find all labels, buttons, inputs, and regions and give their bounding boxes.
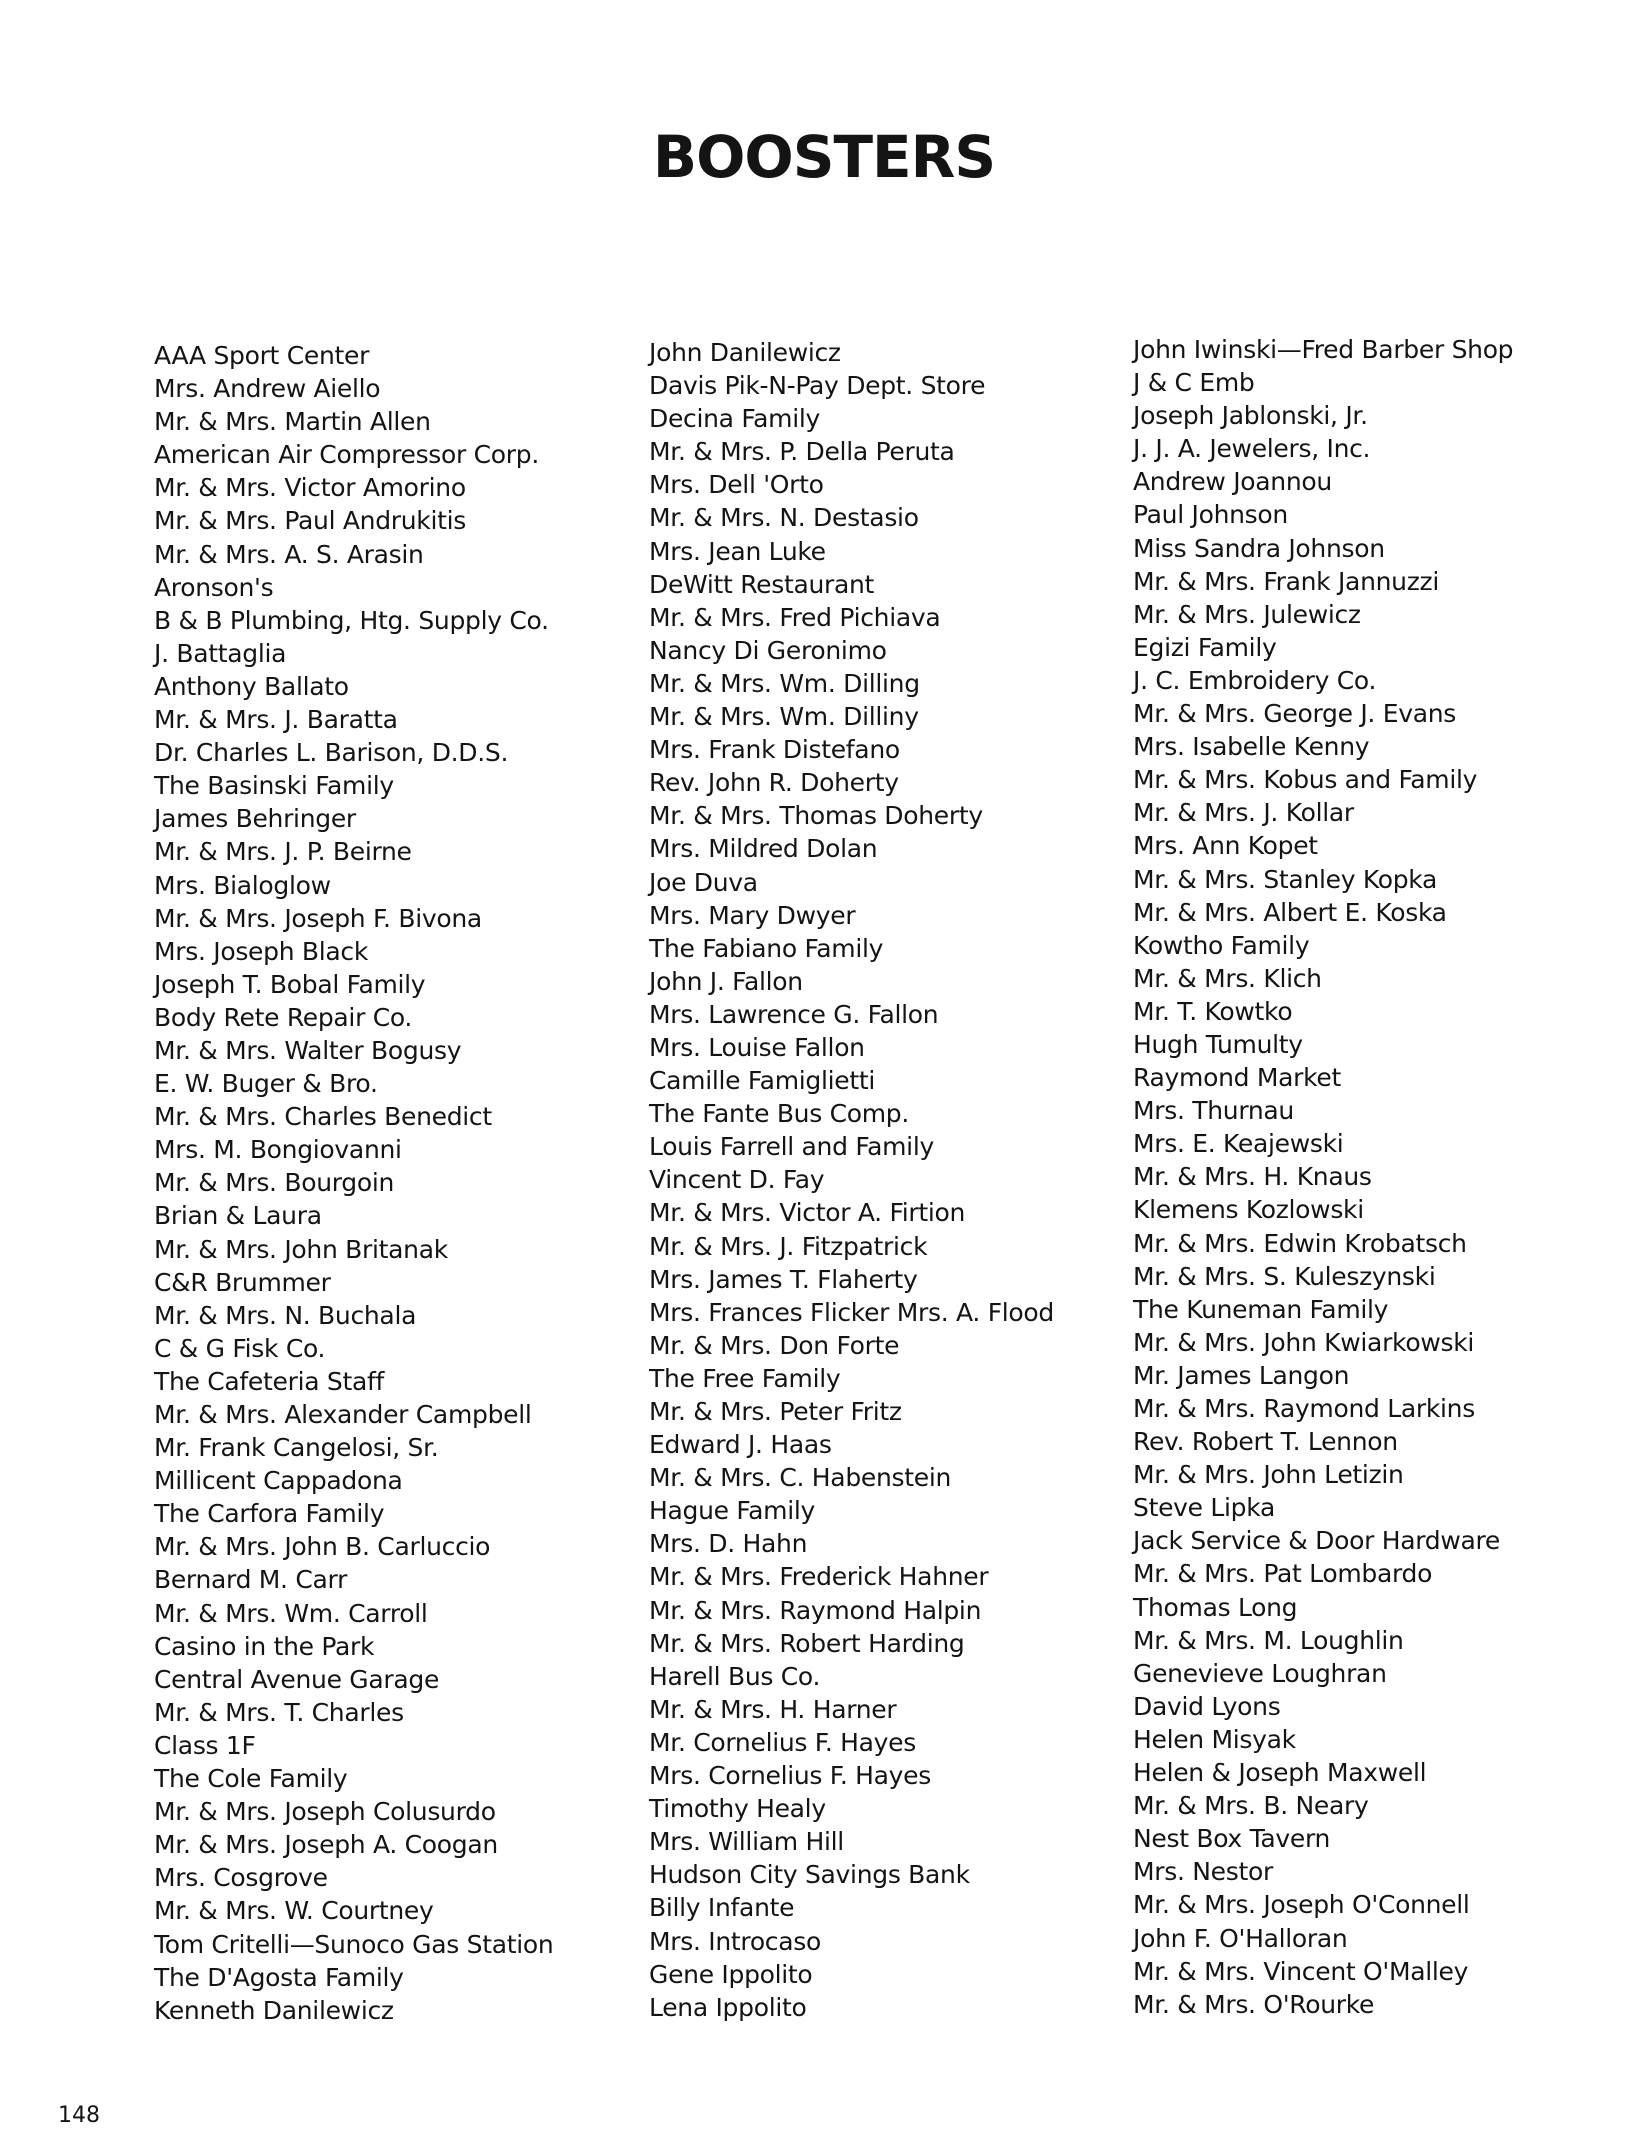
booster-entry: C&R Brummer [154,1267,331,1297]
booster-entry: Mr. & Mrs. John B. Carluccio [154,1532,491,1562]
booster-entry: Mr. & Mrs. Edwin Krobatsch [1133,1228,1467,1258]
booster-entry: Mrs. Bialoglow [154,870,331,900]
booster-entry: Mr. & Mrs. J. Kollar [1133,798,1354,828]
booster-entry: Gene Ippolito [649,1959,813,1989]
booster-entry: Mr. & Mrs. P. Della Peruta [649,437,955,467]
booster-entry: DeWitt Restaurant [649,569,875,599]
booster-entry: Mrs. Cosgrove [154,1863,328,1893]
booster-entry: Vincent D. Fay [649,1165,825,1195]
booster-entry: Mr. & Mrs. O'Rourke [1133,1989,1375,2019]
booster-entry: Mrs. Isabelle Kenny [1133,732,1370,762]
boosters-column-2 [649,336,1054,2024]
booster-entry: Mrs. William Hill [649,1827,844,1857]
booster-entry: Mr. & Mrs. Joseph Colusurdo [154,1797,496,1827]
booster-entry: Mr. Frank Cangelosi, Sr. [154,1433,439,1463]
booster-entry: Raymond Market [1133,1063,1341,1093]
booster-entry: Mr. & Mrs. Don Forte [649,1330,900,1360]
booster-entry: Mr. & Mrs. Robert Harding [649,1628,965,1658]
booster-entry: Mr. & Mrs. Vincent O'Malley [1133,1956,1469,1986]
booster-entry: Hudson City Savings Bank [649,1860,970,1890]
booster-entry: Mrs. Jean Luke [649,536,826,566]
booster-entry: Mr. & Mrs. Joseph F. Bivona [154,903,482,933]
booster-entry: Mrs. D. Hahn [649,1529,808,1559]
booster-entry: Mr. & Mrs. George J. Evans [1133,699,1456,729]
booster-entry: The Basinski Family [154,771,394,801]
booster-entry: Mr. & Mrs. W. Courtney [154,1896,434,1926]
booster-entry: Mr. & Mrs. Fred Pichiava [649,602,941,632]
booster-entry: John Danilewicz [649,338,841,367]
booster-entry: Mrs. Introcaso [649,1926,821,1956]
booster-entry: Camille Famiglietti [649,1066,875,1096]
booster-entry: Anthony Ballato [154,671,349,701]
booster-entry: Mrs. M. Bongiovanni [154,1135,402,1165]
booster-entry: Mrs. Mildred Dolan [649,834,878,864]
booster-entry: Mrs. Cornelius F. Hayes [649,1761,931,1791]
booster-entry: Mr. & Mrs. Peter Fritz [649,1397,902,1426]
booster-entry: Lena Ippolito [649,1992,807,2022]
booster-entry: Mr. & Mrs. N. Buchala [154,1300,417,1330]
booster-entry: Mr. & Mrs. Paul Andrukitis [154,506,467,536]
booster-entry: Mrs. E. Keajewski [1133,1129,1344,1159]
booster-entry: E. W. Buger & Bro. [154,1069,378,1099]
booster-entry: The Carfora Family [154,1499,385,1529]
booster-entry: American Air Compressor Corp. [154,440,539,470]
booster-entry: Louis Farrell and Family [649,1132,934,1162]
booster-entry: Class 1F [154,1730,256,1760]
booster-entry: Mr. & Mrs. M. Loughlin [1133,1625,1404,1655]
booster-entry: Mrs. Thurnau [1133,1096,1294,1126]
booster-entry: Mr. & Mrs. Wm. Carroll [154,1598,428,1628]
booster-entry: Joseph Jablonski, Jr. [1133,401,1368,431]
booster-entry: AAA Sport Center [154,341,370,370]
booster-entry: Hague Family [649,1496,816,1526]
booster-entry: Central Avenue Garage [154,1664,440,1694]
booster-entry: Helen & Joseph Maxwell [1133,1758,1427,1788]
booster-entry: Mr. & Mrs. A. S. Arasin [154,539,424,569]
booster-entry: Joe Duva [649,867,758,897]
booster-entry: Mr. & Mrs. Joseph O'Connell [1133,1890,1470,1920]
booster-entry: Mrs. Lawrence G. Fallon [649,999,939,1029]
booster-entry: Timothy Healy [649,1794,826,1824]
booster-entry: J & C Emb [1133,368,1255,398]
booster-entry: Body Rete Repair Co. [154,1002,413,1032]
booster-entry: Mr. & Mrs. Frederick Hahner [649,1562,989,1592]
booster-entry: Mrs. Nestor [1133,1857,1273,1887]
booster-entry: Davis Pik-N-Pay Dept. Store [649,371,986,401]
booster-entry: The D'Agosta Family [154,1962,404,1992]
booster-entry: Mr. & Mrs. Raymond Halpin [649,1595,982,1625]
booster-entry: Mrs. Joseph Black [154,936,369,966]
booster-entry: Mr. & Mrs. John Britanak [154,1234,448,1264]
booster-entry: Edward J. Haas [649,1430,832,1460]
booster-entry: Hugh Tumulty [1133,1029,1303,1059]
booster-entry: Jack Service & Door Hardware [1133,1526,1501,1556]
booster-entry: Brian & Laura [154,1201,322,1231]
booster-entry: Mr. & Mrs. N. Destasio [649,503,919,533]
page-title: BOOSTERS [652,123,996,191]
booster-entry: Mr. & Mrs. Frank Jannuzzi [1133,566,1440,596]
booster-entry: Mr. & Mrs. Julewicz [1133,599,1361,629]
booster-entry: Mr. James Langon [1133,1360,1350,1390]
booster-entry: Joseph T. Bobal Family [154,969,426,999]
booster-entry: Mr. & Mrs. J. Baratta [154,705,398,735]
booster-entry: Klemens Kozlowski [1133,1195,1364,1225]
booster-entry: Paul Johnson [1133,500,1288,530]
booster-entry: Mrs. Ann Kopet [1133,831,1318,861]
booster-entry: Miss Sandra Johnson [1133,533,1385,563]
booster-entry: Decina Family [649,404,820,434]
booster-entry: B & B Plumbing, Htg. Supply Co. [154,605,549,635]
booster-entry: Kenneth Danilewicz [154,1995,394,2025]
booster-entry: Mr. & Mrs. T. Charles [154,1697,404,1727]
booster-entry: Mr. & Mrs. H. Harner [649,1694,897,1724]
booster-entry: Harell Bus Co. [649,1661,821,1691]
booster-entry: The Kuneman Family [1133,1294,1389,1324]
booster-entry: Millicent Cappadona [154,1466,403,1496]
boosters-column-3 [1133,333,1513,2021]
booster-entry: Tom Critelli—Sunoco Gas Station [154,1929,554,1959]
booster-entry: Rev. Robert T. Lennon [1133,1427,1398,1457]
booster-entry: Mrs. Louise Fallon [649,1032,865,1062]
booster-entry: Mrs. James T. Flaherty [649,1264,918,1294]
booster-entry: The Cole Family [154,1764,348,1794]
page-number: 148 [58,2103,100,2128]
booster-entry: Mr. & Mrs. B. Neary [1133,1791,1369,1821]
booster-entry: John F. O'Halloran [1133,1923,1348,1953]
booster-entry: Mr. Cornelius F. Hayes [649,1727,916,1757]
booster-entry: Dr. Charles L. Barison, D.D.S. [154,738,509,768]
booster-entry: David Lyons [1133,1691,1281,1721]
booster-entry: Nest Box Tavern [1133,1824,1331,1854]
booster-entry: Mr. & Mrs. J. P. Beirne [154,837,412,867]
booster-entry: Mrs. Frances Flicker Mrs. A. Flood [649,1297,1054,1327]
booster-entry: Mr. & Mrs. Victor Amorino [154,473,466,503]
booster-entry: John J. Fallon [649,966,803,996]
booster-entry: Mr. & Mrs. J. Fitzpatrick [649,1231,928,1261]
booster-entry: Mr. & Mrs. S. Kuleszynski [1133,1261,1436,1291]
booster-entry: Rev. John R. Doherty [649,768,899,798]
booster-entry: J. C. Embroidery Co. [1133,665,1377,695]
booster-entry: Steve Lipka [1133,1493,1275,1523]
booster-entry: Nancy Di Geronimo [649,635,887,665]
booster-entry: Mr. & Mrs. Pat Lombardo [1133,1559,1433,1589]
booster-entry: The Fabiano Family [649,933,884,963]
booster-entry: Mr. & Mrs. Albert E. Koska [1133,897,1447,927]
booster-entry: C & G Fisk Co. [154,1333,326,1363]
booster-entry: Mr. & Mrs. Thomas Doherty [649,801,983,831]
booster-entry: Mr. & Mrs. Alexander Campbell [154,1400,532,1429]
booster-entry: J. J. A. Jewelers, Inc. [1133,434,1371,464]
booster-entry: Mr. & Mrs. Victor A. Firtion [649,1198,966,1228]
booster-entry: Bernard M. Carr [154,1565,348,1595]
booster-entry: Mr. & Mrs. Bourgoin [154,1168,395,1198]
booster-entry: John Iwinski—Fred Barber Shop [1133,335,1514,364]
booster-entry: Aronson's [154,572,274,602]
booster-entry: Billy Infante [649,1893,795,1923]
booster-entry: Casino in the Park [154,1631,375,1661]
boosters-column-1 [154,339,553,2027]
booster-entry: Mr. & Mrs. Martin Allen [154,407,431,437]
booster-entry: Thomas Long [1133,1592,1298,1622]
booster-entry: The Free Family [649,1363,841,1393]
booster-entry: Egizi Family [1133,632,1277,662]
booster-entry: Mr. & Mrs. C. Habenstein [649,1463,952,1493]
booster-entry: Andrew Joannou [1133,467,1332,497]
booster-entry: Mrs. Andrew Aiello [154,374,381,404]
booster-entry: Mrs. Mary Dwyer [649,900,856,930]
booster-entry: Mr. & Mrs. Klich [1133,963,1322,993]
booster-entry: Genevieve Loughran [1133,1658,1387,1688]
booster-entry: Mr. & Mrs. John Kwiarkowski [1133,1327,1475,1357]
booster-entry: The Fante Bus Comp. [649,1099,910,1129]
booster-entry: Mr. T. Kowtko [1133,996,1293,1026]
booster-entry: Mr. & Mrs. H. Knaus [1133,1162,1372,1192]
booster-entry: Helen Misyak [1133,1724,1296,1754]
booster-entry: The Cafeteria Staff [154,1366,384,1396]
booster-entry: Mr. & Mrs. Kobus and Family [1133,765,1478,795]
booster-entry: James Behringer [154,804,356,834]
booster-entry: Mr. & Mrs. Stanley Kopka [1133,864,1438,894]
booster-entry: Mr. & Mrs. Wm. Dilling [649,668,920,698]
booster-entry: J. Battaglia [154,638,287,668]
booster-entry: Mr. & Mrs. John Letizin [1133,1460,1404,1490]
booster-entry: Mr. & Mrs. Wm. Dilliny [649,702,919,732]
booster-entry: Mr. & Mrs. Raymond Larkins [1133,1394,1475,1423]
booster-entry: Kowtho Family [1133,930,1310,960]
booster-entry: Mrs. Dell 'Orto [649,470,824,500]
booster-entry: Mr. & Mrs. Walter Bogusy [154,1035,462,1065]
booster-entry: Mr. & Mrs. Charles Benedict [154,1102,492,1132]
booster-entry: Mrs. Frank Distefano [649,735,900,765]
booster-entry: Mr. & Mrs. Joseph A. Coogan [154,1830,498,1860]
